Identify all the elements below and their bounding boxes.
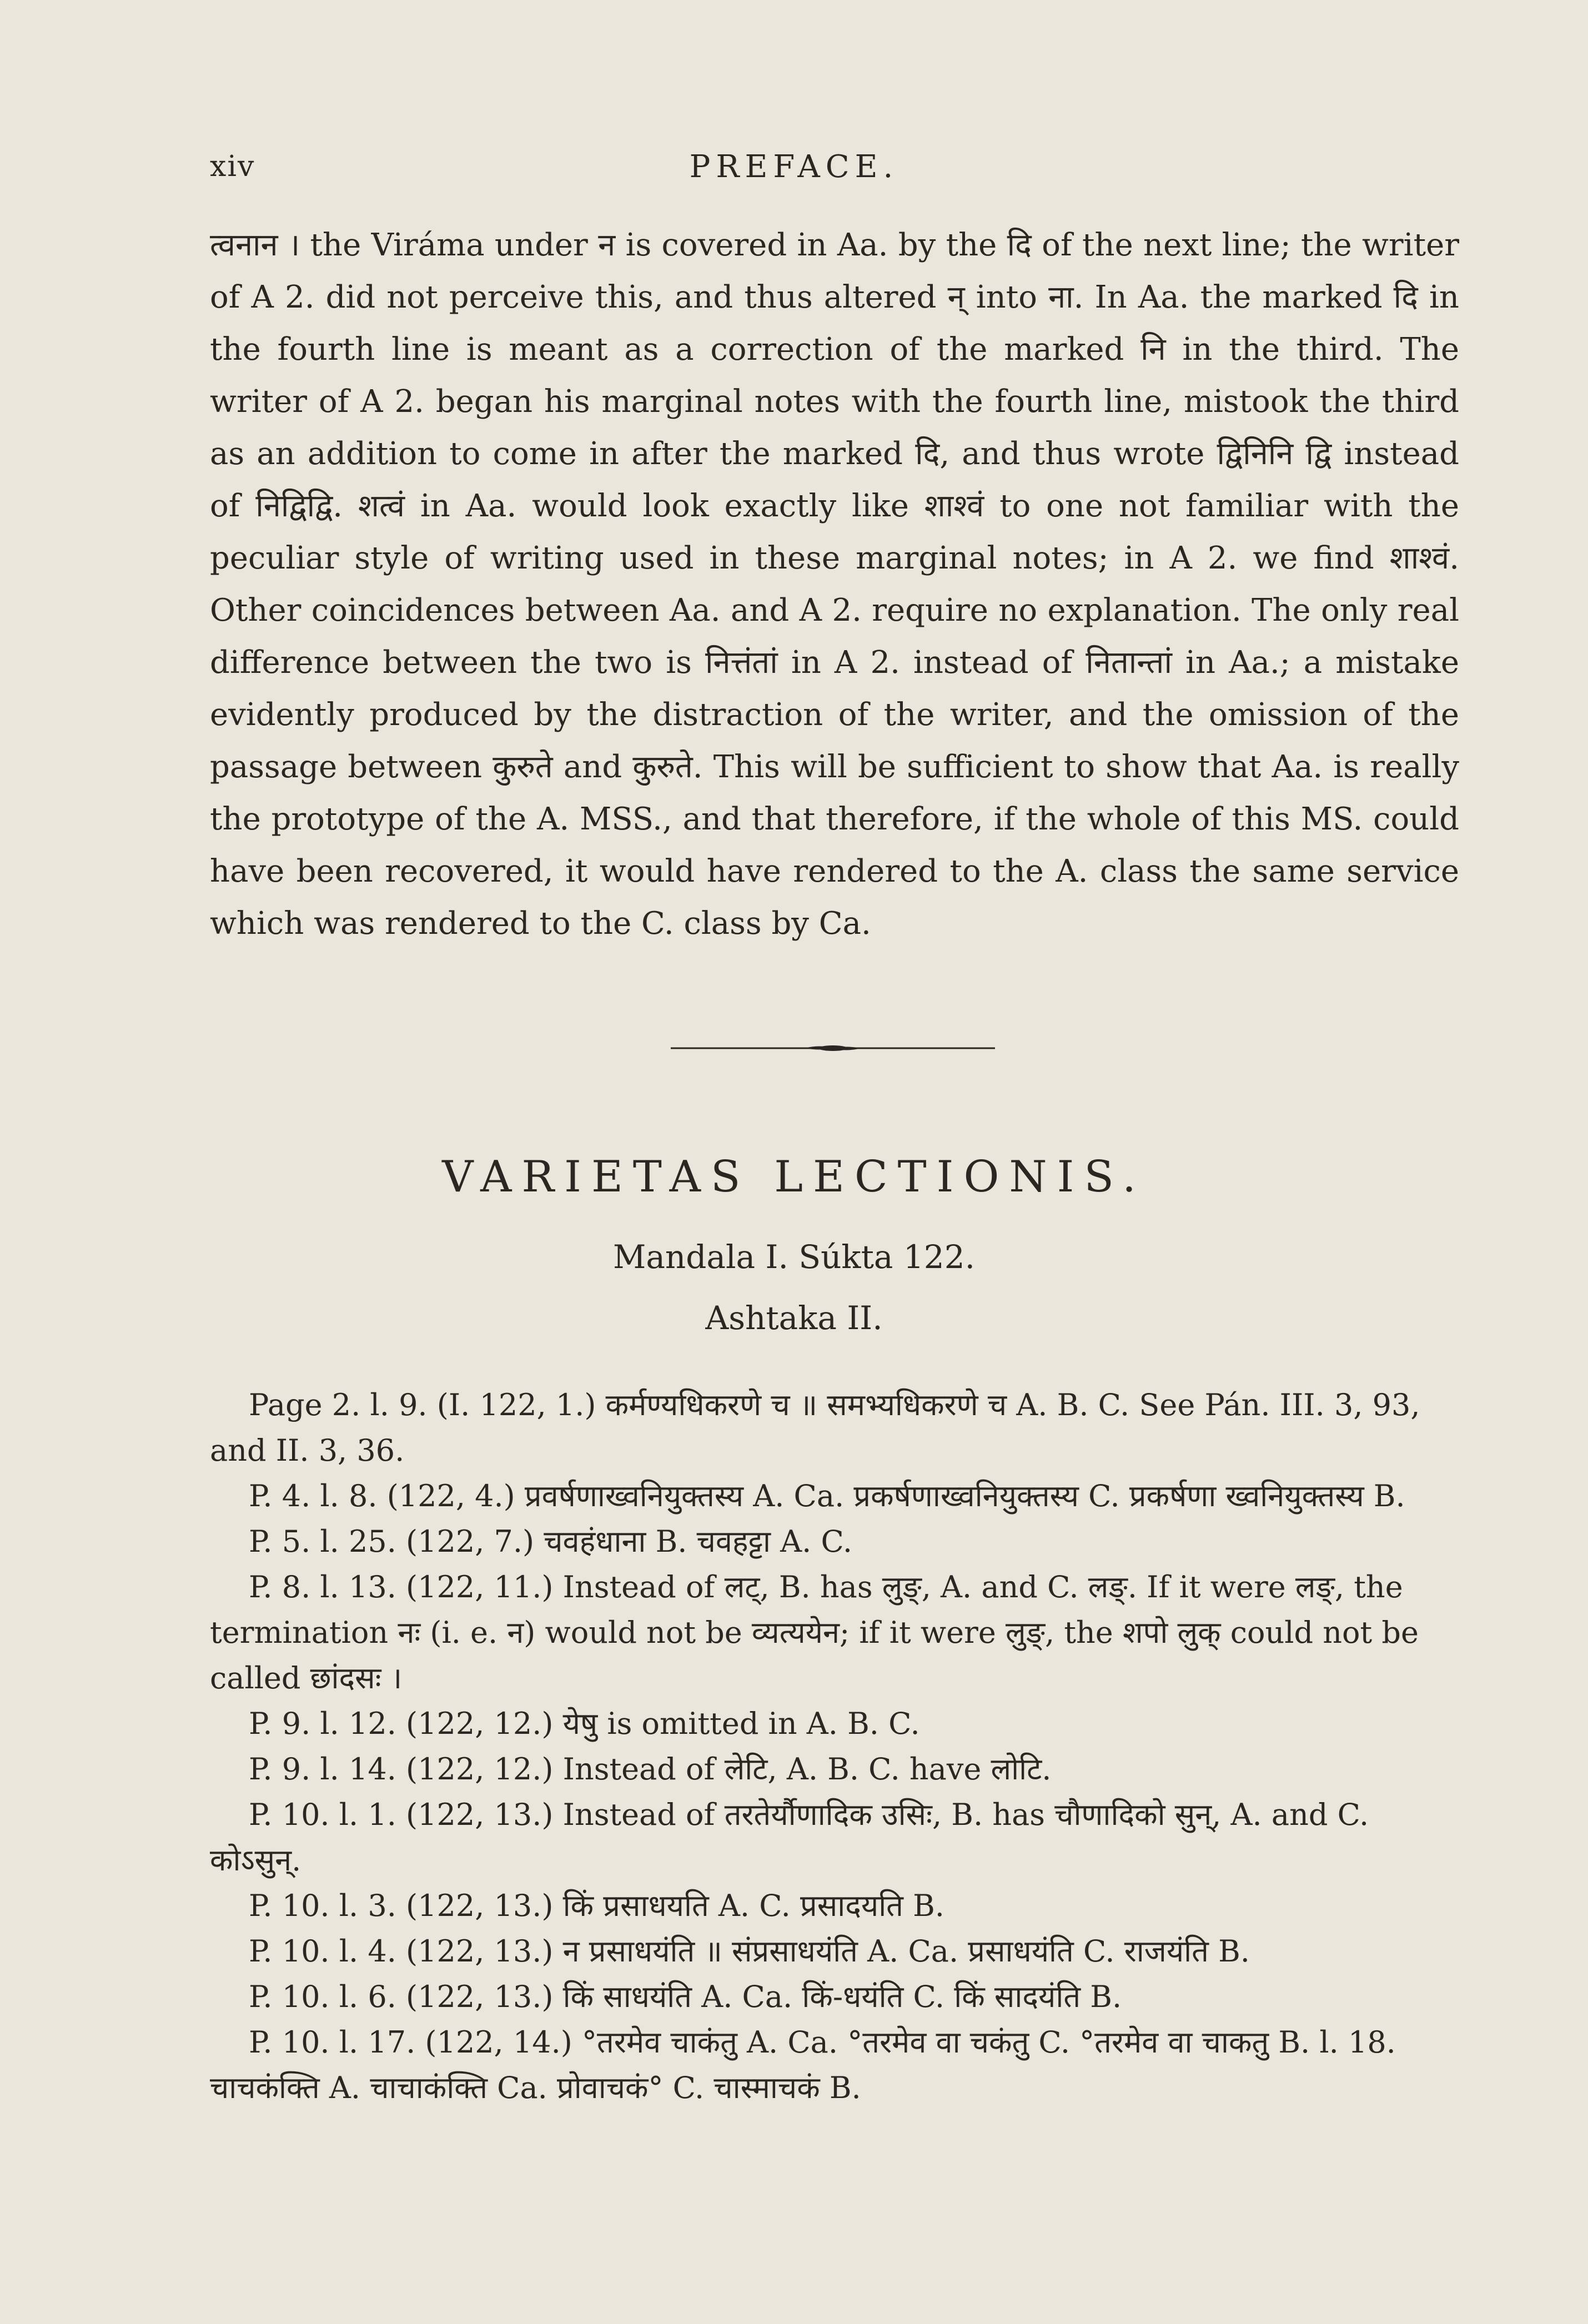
page-number: xiv: [210, 150, 255, 183]
ornamental-rule: [671, 1044, 995, 1053]
preface-paragraph-block: [210, 219, 1459, 950]
variant-entry: P. 4. l. 8. (122, 4.) प्रवर्षणाख्वनियुक्तस्य A. Ca. प्रकर्षणाख्वनियुक्तस्य C. प्रकर्षणा ख्वनियुक्तस्य B.: [249, 1478, 1405, 1513]
variant-entry: P. 10. l. 17. (122, 14.) °तरमेव चाकंतु A. Ca. °तरमेव वा चकंतु C. °तरमेव वा चाकतु B. l. 18. चाचकंक्ति A. चाचाकंक्ति Ca. प्रोवाचकं° C. चास्माचकं B.: [210, 2025, 1396, 2105]
running-head: PREFACE.: [689, 149, 899, 185]
variant-entry: P. 5. l. 25. (122, 7.) चवहंधाना B. चवहट्टा A. C.: [249, 1524, 853, 1559]
variant-entry: P. 8. l. 13. (122, 11.) Instead of लट्, B. has लुङ्, A. and C. लङ्. If it were लङ्, the termination नः (i. e. न) would not be व्यत्ययेन; if it were लुङ्, the शपो लुक् could not be called छांदसः ।: [210, 1570, 1419, 1696]
variant-entry: P. 9. l. 12. (122, 12.) येषु is omitted in A. B. C.: [249, 1706, 920, 1741]
variant-entry: P. 10. l. 1. (122, 13.) Instead of तरतेर्यौणादिक उसिः, B. has चौणादिको सुन्, A. and C. कोऽसुन्.: [210, 1797, 1369, 1878]
preface-paragraph: त्वनान । the Viráma under न is covered in Aa. by the दि of the next line; the writer of A 2. did not perceive this, and thus altered न् into ना. In Aa. the marked दि in the fourth line is meant as a correction of the marked नि in the third. The writer of A 2. began his marginal notes with the fourth line, mistook the third as an addition to come in after the marked दि, and thus wrote द्विनिनि द्वि instead of निद्विद्वि. शत्वं in Aa. would look exactly like शाश्वं to one not familiar with the peculiar style of writing used in these marginal notes; in A 2. we find शाश्वं. Other coincidences between Aa. and A 2. require no explanation. The only real difference between the two is नित्तंतां in A 2. instead of नितान्तां in Aa.; a mistake evidently produced by the distraction of the writer, and the omission of the passage between कुरुते and कुरुते. This will be sufficient to show that Aa. is really the prototype of the A. MSS., and that therefore, if the whole of this MS. could have been recovered, it would have rendered to the A. class the same service which was rendered to the C. class by Ca.: [210, 227, 1459, 942]
variant-entry: Page 2. l. 9. (I. 122, 1.) कर्मण्यधिकरणे च ॥ समभ्यधिकरणे च A. B. C. See Pán. III. 3, 93, and II. 3, 36.: [210, 1387, 1420, 1468]
variant-entry: P. 10. l. 3. (122, 13.) किं प्रसाधयति A. C. प्रसादयति B.: [249, 1888, 944, 1923]
variant-entry: P. 10. l. 4. (122, 13.) न प्रसाधयंति ॥ संप्रसाधयंति A. Ca. प्रसाधयंति C. राजयंति B.: [249, 1934, 1250, 1969]
variant-entry: P. 9. l. 14. (122, 12.) Instead of लेटि, A. B. C. have लोटि.: [249, 1752, 1052, 1787]
variant-entry: P. 10. l. 6. (122, 13.) किं साधयंति A. Ca. किं-धयंति C. किं सादयंति B.: [249, 1979, 1122, 2014]
ashtaka-heading: Ashtaka II.: [705, 1299, 883, 1337]
variant-readings-list: [210, 1382, 1459, 2111]
section-title: VARIETAS LECTIONIS.: [442, 1152, 1146, 1202]
mandala-heading: Mandala I. Súkta 122.: [612, 1238, 976, 1276]
